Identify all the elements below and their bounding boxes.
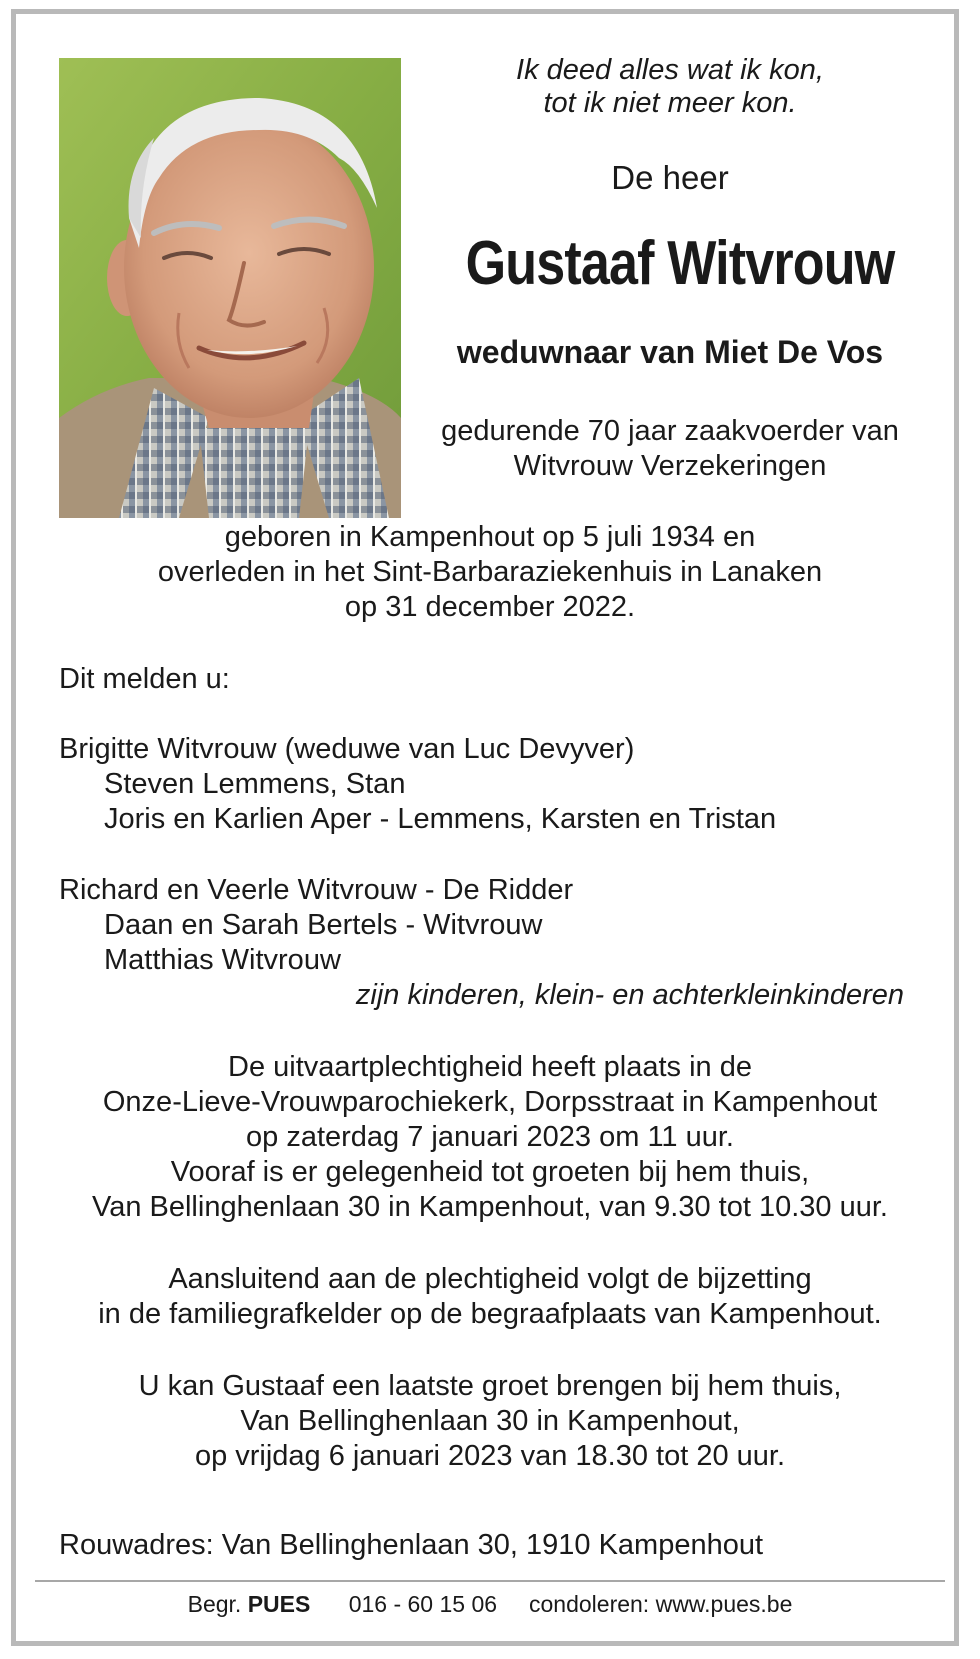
footer-divider [35,1580,945,1582]
mourning-address: Rouwadres: Van Bellinghenlaan 30, 1910 Kampenhout [59,1529,764,1561]
burial-line: Aansluitend aan de plechtigheid volgt de bijzetting [168,1263,812,1295]
family-group-2 [59,873,939,978]
visit-line: op vrijdag 6 januari 2023 van 18.30 tot 20 uur. [194,1440,786,1472]
family-group-1 [59,732,939,837]
family-member: Joris en Karlien Aper - Lemmens, Karsten en Tristan [104,803,777,835]
family-member: Matthias Witvrouw [104,944,341,976]
burial-line: in de familiegrafkelder op de begraafplaats van Kampenhout. [98,1298,882,1330]
life-line: geboren in Kampenhout op 5 juli 1934 en [224,521,756,553]
ceremony-info [40,1050,940,1225]
motto [420,54,920,120]
life-line: op 31 december 2022. [344,591,636,623]
life-line: overleden in het Sint-Barbaraziekenhuis in Lanaken [157,556,823,588]
burial-info [40,1262,940,1332]
relation-line: zijn kinderen, klein- en achterkleinkinderen [355,979,904,1011]
role-line: Witvrouw Verzekeringen [513,450,827,482]
portrait-photo [59,58,401,518]
family-member: Steven Lemmens, Stan [104,768,406,800]
announcement: Dit melden u: [59,663,230,695]
visit-info [40,1369,940,1474]
ceremony-line: Onze-Lieve-Vrouwparochiekerk, Dorpsstraat in Kampenhout [102,1086,878,1118]
family-member: Daan en Sarah Bertels - Witvrouw [104,909,543,941]
life-dates [40,520,940,625]
spouse-line: weduwnaar van Miet De Vos [456,334,884,370]
condolence-link[interactable]: condoleren: www.pues.be [529,1591,793,1617]
deceased-name: Gustaaf Witvrouw [465,229,895,298]
role-line: gedurende 70 jaar zaakvoerder van [441,415,899,447]
role-description [420,414,920,484]
ceremony-line: De uitvaartplechtigheid heeft plaats in de [228,1051,752,1083]
funeral-home-footer [0,1589,980,1619]
motto-line: Ik deed alles wat ik kon, [516,54,824,86]
ceremony-line: Van Bellinghenlaan 30 in Kampenhout, van 9.30 tot 10.30 uur. [92,1191,888,1223]
ceremony-line: op zaterdag 7 januari 2023 om 11 uur. [246,1121,734,1153]
motto-line: tot ik niet meer kon. [543,87,797,119]
visit-line: Van Bellinghenlaan 30 in Kampenhout, [240,1405,740,1437]
footer-prefix: Begr. [187,1591,242,1617]
honorific: De heer [611,159,729,196]
funeral-home-name: PUES [247,1591,311,1617]
footer-phone: 016 - 60 15 06 [348,1591,498,1617]
family-head: Brigitte Witvrouw (weduwe van Luc Devyver) [59,733,635,765]
family-head: Richard en Veerle Witvrouw - De Ridder [59,874,574,906]
visit-line: U kan Gustaaf een laatste groet brengen bij hem thuis, [138,1370,842,1402]
ceremony-line: Vooraf is er gelegenheid tot groeten bij hem thuis, [170,1156,810,1188]
